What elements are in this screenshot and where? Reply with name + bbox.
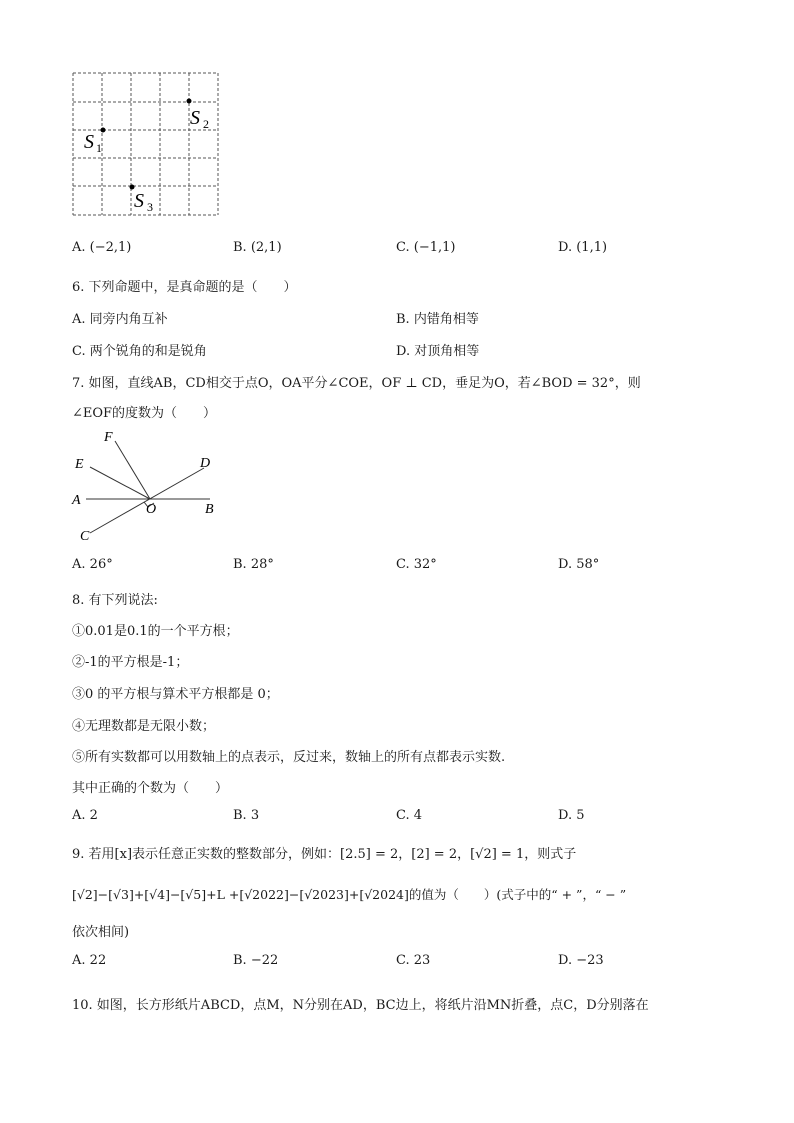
line-cd: [90, 468, 204, 533]
q9-option-d[interactable]: D. −23: [558, 953, 604, 968]
label-s3-sub: 3: [147, 200, 153, 214]
label-c: C: [80, 529, 90, 544]
label-s2: S: [190, 107, 200, 129]
q8-option-a[interactable]: A. 2: [72, 808, 98, 823]
label-s1-sub: 1: [96, 141, 102, 155]
label-e: E: [75, 457, 84, 472]
label-a: A: [72, 493, 81, 508]
q8-statement-4: ④无理数都是无限小数；: [72, 719, 216, 734]
label-b: B: [205, 502, 214, 517]
q6-stem: 6. 下列命题中，是真命题的是（ ）: [72, 280, 297, 295]
q8-statement-2: ②-1的平方根是-1；: [72, 655, 189, 670]
q7-option-a[interactable]: A. 26°: [72, 557, 113, 572]
q7-option-c[interactable]: C. 32°: [396, 557, 437, 572]
q9-option-c[interactable]: C. 23: [396, 953, 431, 968]
q8-statement-5: ⑤所有实数都可以用数轴上的点表示，反过来，数轴上的所有点都表示实数.: [72, 750, 506, 765]
q9-stem-line1: 9. 若用[x]表示任意正实数的整数部分，例如：[2.5] = 2，[2] = 2，[√2] = 1，则式子: [72, 847, 577, 862]
q9-stem-line2: [√2]−[√3]+[√4]−[√5]+L +[√2022]−[√2023]+[√2024]的值为（ ）(式子中的“ + ”，“ − ”: [72, 887, 627, 902]
grid-figure: [68, 68, 228, 218]
q6-option-b[interactable]: B. 内错角相等: [396, 312, 479, 327]
q8-statement-1: ①0.01是0.1的一个平方根；: [72, 624, 239, 639]
label-s1: S: [84, 131, 94, 153]
q8-statement-3: ③0 的平方根与算术平方根都是 0；: [72, 687, 279, 702]
q7-option-b[interactable]: B. 28°: [233, 557, 274, 572]
q6-option-d[interactable]: D. 对顶角相等: [396, 344, 480, 359]
point-s3: [130, 185, 135, 190]
q5-option-d[interactable]: D. (1,1): [558, 240, 608, 255]
label-f: F: [104, 430, 113, 445]
q6-option-c[interactable]: C. 两个锐角的和是锐角: [72, 344, 207, 359]
label-s3: S: [134, 190, 144, 212]
q5-option-a[interactable]: A. (−2,1): [72, 240, 132, 255]
q9-stem-line3: 依次相间): [72, 925, 130, 940]
q7-option-d[interactable]: D. 58°: [558, 557, 600, 572]
q9-option-b[interactable]: B. −22: [233, 953, 279, 968]
q5-option-b[interactable]: B. (2,1): [233, 240, 282, 255]
q7-stem-line1: 7. 如图，直线AB，CD相交于点O，OA平分∠COE，OF ⊥ CD，垂足为O，若∠BOD = 32°，则: [72, 376, 641, 391]
q5-option-c[interactable]: C. (−1,1): [396, 240, 456, 255]
label-o: O: [146, 502, 157, 517]
label-d: D: [200, 456, 211, 471]
point-s1: [101, 128, 106, 133]
label-s2-sub: 2: [203, 117, 209, 131]
q8-question: 其中正确的个数为（ ）: [72, 781, 229, 796]
q9-option-a[interactable]: A. 22: [72, 953, 107, 968]
point-s2: [187, 99, 192, 104]
q8-option-c[interactable]: C. 4: [396, 808, 423, 823]
q7-stem-line2: ∠EOF的度数为（ ）: [72, 406, 217, 421]
q8-stem: 8. 有下列说法:: [72, 593, 158, 608]
q6-option-a[interactable]: A. 同旁内角互补: [72, 312, 168, 327]
q7-figure: [70, 425, 230, 547]
q10-stem: 10. 如图，长方形纸片ABCD，点M，N分别在AD，BC边上，将纸片沿MN折叠，点C，D分别落在: [72, 998, 649, 1013]
ray-of: [115, 441, 150, 499]
ray-oe: [90, 467, 150, 499]
q8-option-b[interactable]: B. 3: [233, 808, 260, 823]
q8-option-d[interactable]: D. 5: [558, 808, 585, 823]
